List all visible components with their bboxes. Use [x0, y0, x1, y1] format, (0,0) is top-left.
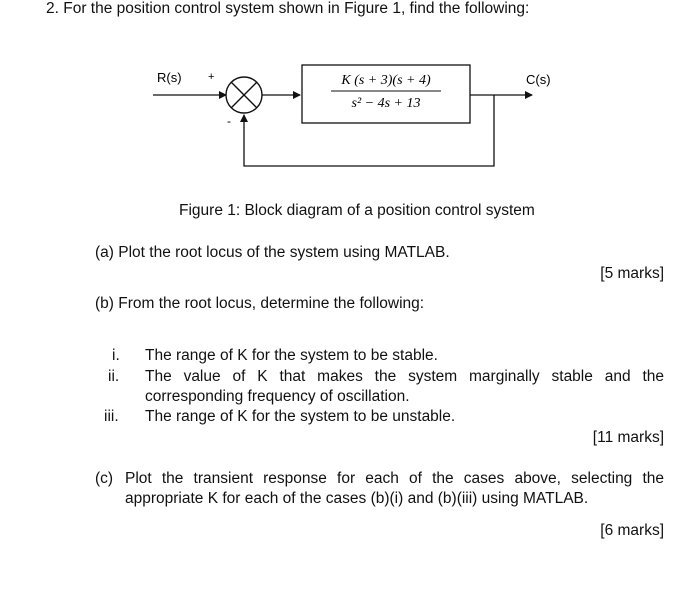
part-b-text: (b) From the root locus, determine the following:: [95, 295, 425, 312]
plus-sign: +: [208, 71, 215, 83]
part-a-text: (a) Plot the root locus of the system using MATLAB.: [95, 244, 450, 261]
input-label: R(s): [157, 70, 182, 85]
tf-denominator: s² − 4s + 13: [351, 96, 421, 111]
item-i-text: The range of K for the system to be stable.: [145, 347, 438, 364]
figure-caption: Figure 1: Block diagram of a position control system: [179, 202, 535, 219]
tf-numerator: K (s + 3)(s + 4): [341, 73, 431, 88]
item-iii-num: iii.: [104, 408, 119, 425]
item-ii-text: The value of K that makes the system marginally stable and the corresponding frequency of oscillation.: [145, 368, 664, 405]
item-iii-text: The range of K for the system to be unstable.: [145, 408, 456, 425]
block-diagram: [0, 0, 700, 200]
part-c-label: (c): [95, 470, 114, 487]
part-c-text: Plot the transient response for each of the cases above, selecting the appropriate K for each of the cases (b)(i) and (b)(iii) using MATLAB.: [125, 470, 664, 507]
question-heading: 2. For the position control system shown in Figure 1, find the following:: [46, 0, 530, 17]
part-a-marks: [5 marks]: [600, 265, 664, 282]
part-c-marks: [6 marks]: [600, 522, 664, 539]
item-ii-num: ii.: [108, 368, 120, 385]
item-i-num: i.: [112, 347, 120, 364]
summing-junction: [226, 77, 262, 113]
minus-sign: -: [227, 114, 231, 128]
part-b-marks: [11 marks]: [592, 429, 664, 446]
output-label: C(s): [526, 72, 551, 87]
